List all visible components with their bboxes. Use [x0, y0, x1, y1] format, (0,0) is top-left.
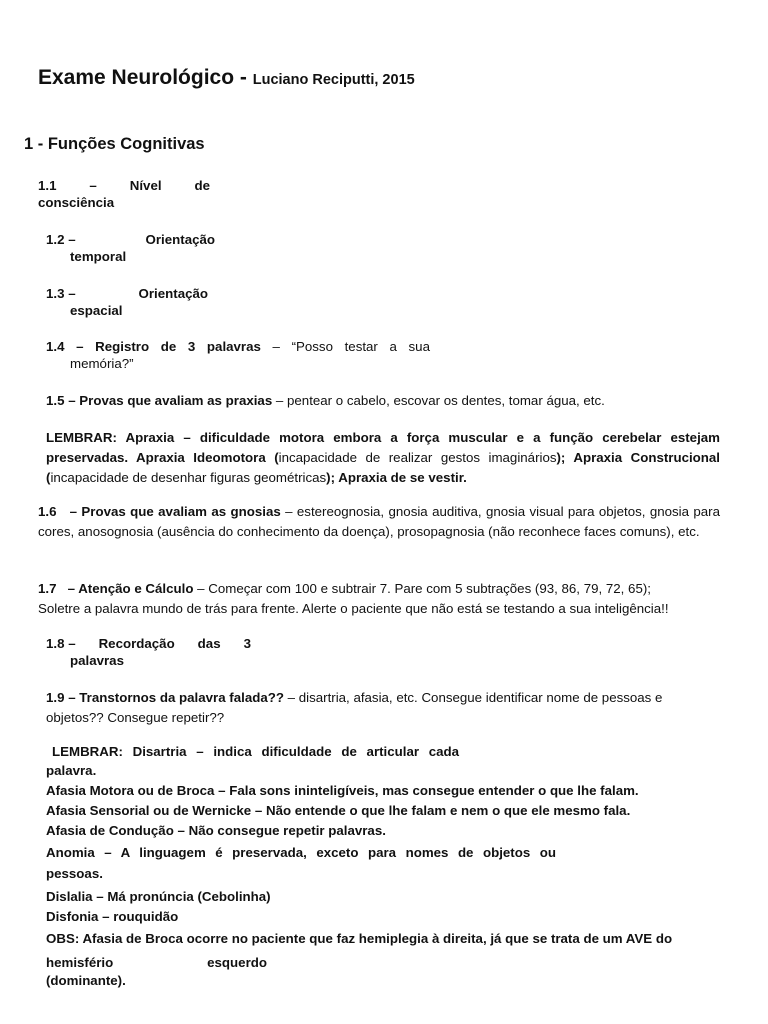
note-disfonia: Disfonia – rouquidão — [46, 909, 179, 924]
item-1-3-cont: espacial — [70, 303, 123, 318]
note-dislalia: Dislalia – Má pronúncia (Cebolinha) — [46, 889, 271, 904]
note-apraxia: LEMBRAR: Apraxia – dificuldade motora embora a força muscular e a função cerebelar estejam preservadas. Apraxia Ideomotora (incapacidade de realizar gestos imaginários); Apraxia Construcional (incapacidade de desenhar figuras geométricas); Apraxia de se vestir. — [46, 430, 721, 485]
note-disartria-cont: palavra. — [46, 763, 97, 778]
item-1-4: 1.4 – Registro de 3 palavras – “Posso testar a sua — [46, 339, 430, 354]
section-heading: 1 - Funções Cognitivas — [24, 135, 205, 153]
note-obs: OBS: Afasia de Broca ocorre no paciente que faz hemiplegia à direita, já que se trata de um AVE do — [46, 931, 673, 946]
title-main: Exame Neurológico - — [38, 66, 247, 89]
title-author: Luciano Reciputti, 2015 — [252, 72, 415, 88]
item-1-1-cont: consciência — [38, 195, 115, 210]
item-1-8: 1.8 – Recordação das 3 — [46, 636, 251, 651]
item-1-7-line2: Soletre a palavra mundo de trás para frente. Alerte o paciente que não está se testando a sua inteligência!! — [38, 601, 669, 616]
note-anomia: Anomia – A linguagem é preservada, exceto para nomes de objetos ou — [46, 845, 556, 860]
item-1-2-cont: temporal — [70, 249, 127, 264]
item-1-9-line2: objetos?? Consegue repetir?? — [46, 710, 225, 725]
item-1-2: 1.2 – Orientação — [46, 232, 215, 247]
item-1-7: 1.7 – Atenção e Cálculo – Começar com 100 e subtrair 7. Pare com 5 subtrações (93, 86, 79, 72, 65); — [38, 581, 651, 596]
note-afasia-broca: Afasia Motora ou de Broca – Fala sons ininteligíveis, mas consegue entender o que lhe falam. — [46, 783, 639, 798]
item-1-3: 1.3 – Orientação — [46, 286, 208, 301]
note-obs-cont: hemisfério esquerdo — [46, 955, 267, 970]
item-1-1: 1.1 – Nível de — [38, 178, 210, 193]
note-anomia-cont: pessoas. — [46, 866, 103, 881]
item-1-4-cont: memória?” — [70, 356, 134, 371]
page-title — [38, 66, 415, 90]
note-disartria: LEMBRAR: Disartria – indica dificuldade de articular cada — [52, 744, 460, 759]
item-1-5: 1.5 – Provas que avaliam as praxias – pentear o cabelo, escovar os dentes, tomar água, etc. — [46, 393, 605, 408]
item-1-8-cont: palavras — [70, 653, 124, 668]
item-1-9: 1.9 – Transtornos da palavra falada?? – disartria, afasia, etc. Consegue identificar nome de pessoas e — [46, 690, 663, 705]
note-afasia-conducao: Afasia de Condução – Não consegue repetir palavras. — [46, 823, 386, 838]
item-1-6: 1.6 – Provas que avaliam as gnosias – estereognosia, gnosia auditiva, gnosia visual para objetos, gnosia para cores, anosognosia (ausência do conhecimento da doença), prosopagnosia (não reconhece faces comuns), etc. — [38, 504, 721, 539]
note-afasia-wernicke: Afasia Sensorial ou de Wernicke – Não entende o que lhe falam e nem o que ele mesmo fala. — [46, 803, 631, 818]
note-obs-cont2: (dominante). — [46, 973, 126, 988]
